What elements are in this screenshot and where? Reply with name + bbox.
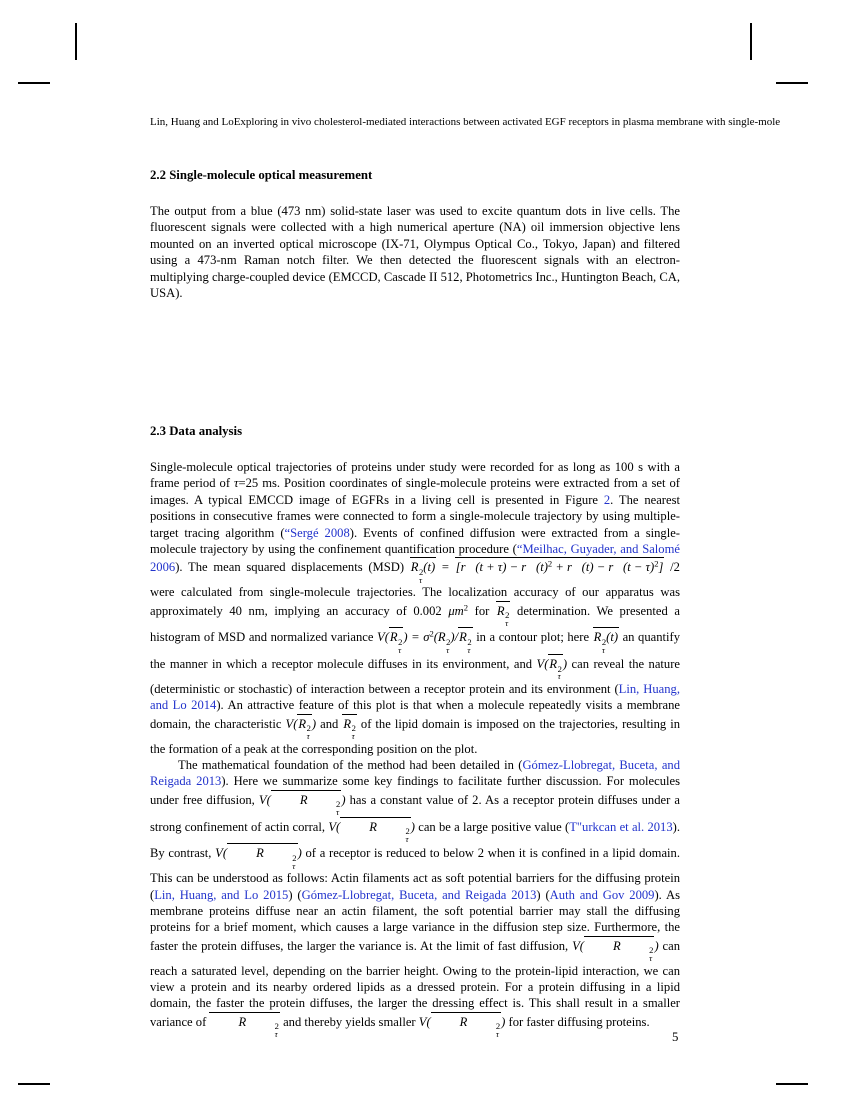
math-subsup-stack: 2 τ bbox=[306, 723, 311, 741]
text-run: ) ( bbox=[536, 887, 550, 902]
math-var: ) = σ bbox=[403, 630, 430, 645]
text-run: . The nearest positions in consecutive frames were connected to form a single-molecule trajectory by using multiple-target tracing algorithm ( bbox=[150, 492, 680, 540]
math-var: (t) bbox=[606, 630, 619, 645]
math-var: τ bbox=[234, 476, 239, 491]
math-superscript: 2 bbox=[654, 558, 659, 569]
math-var: V( bbox=[215, 846, 228, 861]
running-header: Lin, Huang and LoExploring in vivo cholesterol-mediated interactions between activated EGF receptors in plasma membrane with single-mole bbox=[150, 116, 781, 128]
math-var: μm bbox=[448, 603, 464, 618]
citation-link[interactable]: Gómez-Llobregat, Buceta, and Reigada 2013 bbox=[150, 757, 680, 789]
text-run: for faster diffusing proteins. bbox=[505, 1014, 650, 1029]
math-var: V( bbox=[328, 819, 341, 834]
math-var: ) bbox=[654, 938, 659, 953]
citation-link[interactable]: Lin, Huang, and Lo 2014 bbox=[150, 681, 680, 713]
crop-mark-top-left-vertical bbox=[75, 23, 77, 60]
math-var: R bbox=[298, 716, 307, 731]
text-run: has a constant value of 2. As a receptor protein diffuses under a strong confinement of actin corral, bbox=[150, 792, 680, 834]
math-var: ] bbox=[658, 560, 664, 575]
math-overline-expression bbox=[548, 654, 563, 681]
text-run: The mathematical foundation of the method had been detailed in ( bbox=[178, 757, 523, 772]
text-run: ). Here we summarize some key findings to facilitate further discussion. For molecules under free diffusion, bbox=[150, 774, 680, 807]
math-overline-expression bbox=[410, 557, 436, 584]
math-overline-expression bbox=[297, 714, 312, 741]
math-var: V( bbox=[258, 792, 271, 807]
paragraph bbox=[150, 459, 680, 757]
citation-link[interactable]: “Meilhac, Guyader, and Salomé 2006 bbox=[150, 542, 680, 575]
citation-link[interactable]: T"urkcan et al. 2013 bbox=[569, 819, 673, 834]
section-single-molecule-optical-measurement bbox=[150, 167, 680, 301]
text-run: ) ( bbox=[288, 887, 302, 902]
text-run: ). Events of confined diffusion were extracted from a single-molecule trajectory by using the confinement quantification procedure ( bbox=[150, 525, 680, 557]
math-subsup-stack: 2 τ bbox=[398, 637, 403, 655]
math-subsup-stack: 2 τ bbox=[467, 637, 472, 655]
math-subsup-stack: 2 τ bbox=[405, 826, 410, 844]
math-var: R bbox=[299, 792, 308, 807]
citation-link[interactable]: “Sergé 2008 bbox=[284, 525, 350, 540]
math-var: (t) bbox=[423, 560, 436, 575]
math-var: R bbox=[256, 846, 264, 861]
text-run: /2 were calculated from single-molecule trajectories. The localization accuracy of our apparatus was approximately 40 nm, implying an accuracy of 0.002 bbox=[150, 560, 680, 618]
math-var: [r⃗(t + τ) − r⃗(t) bbox=[455, 560, 548, 575]
text-run: ). As membrane proteins diffuse near an actin filament, the soft potential barrier may stall the diffusing proteins for a brief moment, which causes a large variance in the diffusion step size. Furthermore, the faster the protein diffuses, the larger the variance is. At the limit of fast diffusion, bbox=[150, 887, 680, 953]
math-var: ) bbox=[341, 792, 346, 807]
math-superscript: 2 bbox=[429, 628, 434, 639]
math-subsup-stack: 2 τ bbox=[649, 945, 654, 963]
math-var: ) bbox=[297, 846, 302, 861]
math-var: V( bbox=[377, 630, 389, 645]
crop-mark-top-right-horizontal bbox=[776, 82, 808, 84]
math-var: )/ bbox=[450, 630, 459, 645]
math-subsup-stack: 2 τ bbox=[292, 852, 297, 871]
math-var: R bbox=[369, 819, 377, 834]
crop-mark-bottom-right-horizontal bbox=[776, 1083, 808, 1085]
math-subsup-stack: 2 τ bbox=[418, 567, 424, 585]
math-overline-expression bbox=[455, 557, 665, 575]
math-overline-expression bbox=[271, 790, 342, 817]
text-run: for bbox=[468, 603, 496, 618]
citation-link[interactable]: Auth and Gov 2009 bbox=[549, 887, 655, 902]
math-subsup-stack: 2 τ bbox=[336, 799, 341, 817]
math-var: R bbox=[410, 560, 419, 575]
math-subsup-stack: 2 τ bbox=[495, 1021, 501, 1039]
math-overline-expression bbox=[389, 627, 404, 654]
math-var: V( bbox=[285, 716, 298, 731]
math-var: R bbox=[459, 630, 467, 645]
text-run: determination. We presented a histogram of MSD and normalized variance bbox=[150, 603, 680, 645]
text-run: ). By contrast, bbox=[150, 819, 680, 861]
crop-mark-top-right-vertical bbox=[750, 23, 752, 60]
math-subsup-stack: 2 τ bbox=[274, 1021, 279, 1039]
math-overline-expression bbox=[342, 714, 357, 741]
math-var: R bbox=[496, 603, 505, 618]
citation-link[interactable]: 2 bbox=[603, 492, 611, 507]
text-run: ). An attractive feature of this plot is that when a molecule repeatedly visits a membrane domain, the characteristic bbox=[150, 698, 680, 731]
text-run: of a receptor is reduced to below 2 when it is confined in a lipid domain. This can be understood as follows: Actin filaments act as soft potential barriers for the diffusing protein ( bbox=[150, 846, 680, 902]
math-var: R bbox=[389, 630, 398, 645]
math-superscript: 2 bbox=[547, 558, 553, 569]
math-var: R bbox=[549, 657, 558, 672]
math-subsup-stack: 2 τ bbox=[505, 610, 510, 628]
math-superscript: 2 bbox=[463, 602, 469, 613]
math-var: R bbox=[238, 1014, 247, 1029]
math-subsup-stack: 2 τ bbox=[601, 637, 607, 655]
math-var: R bbox=[612, 938, 621, 953]
citation-link[interactable]: Gómez-Llobregat, Buceta, and Reigada 2013 bbox=[301, 887, 537, 902]
citation-link[interactable]: Lin, Huang, and Lo 2015 bbox=[154, 887, 289, 902]
crop-mark-bottom-left-horizontal bbox=[18, 1083, 50, 1085]
math-overline-expression bbox=[496, 601, 511, 628]
math-var: R bbox=[459, 1014, 468, 1029]
text-run: and bbox=[316, 716, 343, 731]
text-run: can be a large positive value ( bbox=[414, 819, 570, 834]
math-overline-expression bbox=[593, 627, 619, 654]
math-var: (R bbox=[433, 630, 446, 645]
math-var: V( bbox=[418, 1014, 431, 1029]
text-run: =25 ms. Position coordinates of single-molecule proteins were extracted from a set of images. A typical EMCCD image of EGFRs in a living cell is presented in Figure bbox=[150, 476, 680, 507]
section-heading: 2.3 Data analysis bbox=[150, 424, 243, 438]
text-run: can reach a saturated level, depending on the barrier height. Owing to the protein-lipid interaction, we can view a protein and its nearby ordered lipids as a dressed protein. For a protein diffusing in a lipid domain, the faster the protein diffuses, the larger the dressing effect is. This shall result in a smaller variance of bbox=[150, 938, 680, 1029]
section-heading: 2.2 Single-molecule optical measurement bbox=[150, 168, 373, 182]
paragraph bbox=[150, 757, 680, 1039]
math-overline-expression bbox=[584, 936, 655, 963]
text-run: in a contour plot; here bbox=[472, 630, 593, 645]
math-var: V( bbox=[536, 657, 549, 672]
math-overline-expression bbox=[431, 1012, 502, 1039]
math-var: ) bbox=[562, 657, 568, 672]
math-var: ) bbox=[410, 819, 415, 834]
text-run: an quantify the manner in which a receptor molecule diffuses in its environment, and bbox=[150, 630, 680, 672]
math-var: V( bbox=[572, 938, 584, 953]
math-subsup-stack: 2 τ bbox=[446, 637, 451, 655]
math-subsup-stack: 2 τ bbox=[557, 663, 562, 682]
text-run: and thereby yields smaller bbox=[279, 1014, 419, 1029]
text-run: Single-molecule optical trajectories of proteins under study were recorded for as long as 100 s with a frame period of bbox=[150, 460, 680, 491]
math-var: + r⃗(t) − r⃗(t − τ) bbox=[552, 560, 655, 575]
math-var: ) bbox=[311, 716, 317, 731]
math-overline-expression bbox=[340, 817, 411, 844]
paragraph bbox=[150, 203, 680, 301]
section-data-analysis bbox=[150, 423, 680, 1039]
text-run: of the lipid domain is imposed on the trajectories, resulting in the formation of a peak at the corresponding position on the plot. bbox=[150, 716, 680, 756]
text-run: = bbox=[436, 560, 455, 575]
math-var: R bbox=[593, 630, 602, 645]
text-run: ). The mean squared displacements (MSD) bbox=[175, 560, 410, 575]
math-var: ) bbox=[501, 1014, 506, 1029]
math-overline-expression bbox=[209, 1012, 280, 1039]
math-var: R bbox=[343, 716, 352, 731]
math-subsup-stack: 2 τ bbox=[351, 723, 356, 741]
math-overline-expression bbox=[458, 627, 473, 654]
text-run: can reveal the nature (deterministic or stochastic) of interaction between a receptor protein and its environment ( bbox=[150, 657, 680, 696]
crop-mark-top-left-horizontal bbox=[18, 82, 50, 84]
text-run: The output from a blue (473 nm) solid-state laser was used to excite quantum dots in live cells. The fluorescent signals were collected with a high numerical aperture (NA) oil immersion objective lens mounted on an inverted optical microscope (IX-71, Olympus Optical Co., Tokyo, Japan) and filtered using a 473-nm Raman notch filter. We then detected the fluorescent signals with an electron-multiplying charge-coupled device (EMCCD, Cascade II 512, Photometrics Inc., Huntington Beach, CA, USA). bbox=[150, 204, 680, 301]
math-overline-expression bbox=[227, 843, 298, 870]
page-number: 5 bbox=[672, 1030, 679, 1044]
